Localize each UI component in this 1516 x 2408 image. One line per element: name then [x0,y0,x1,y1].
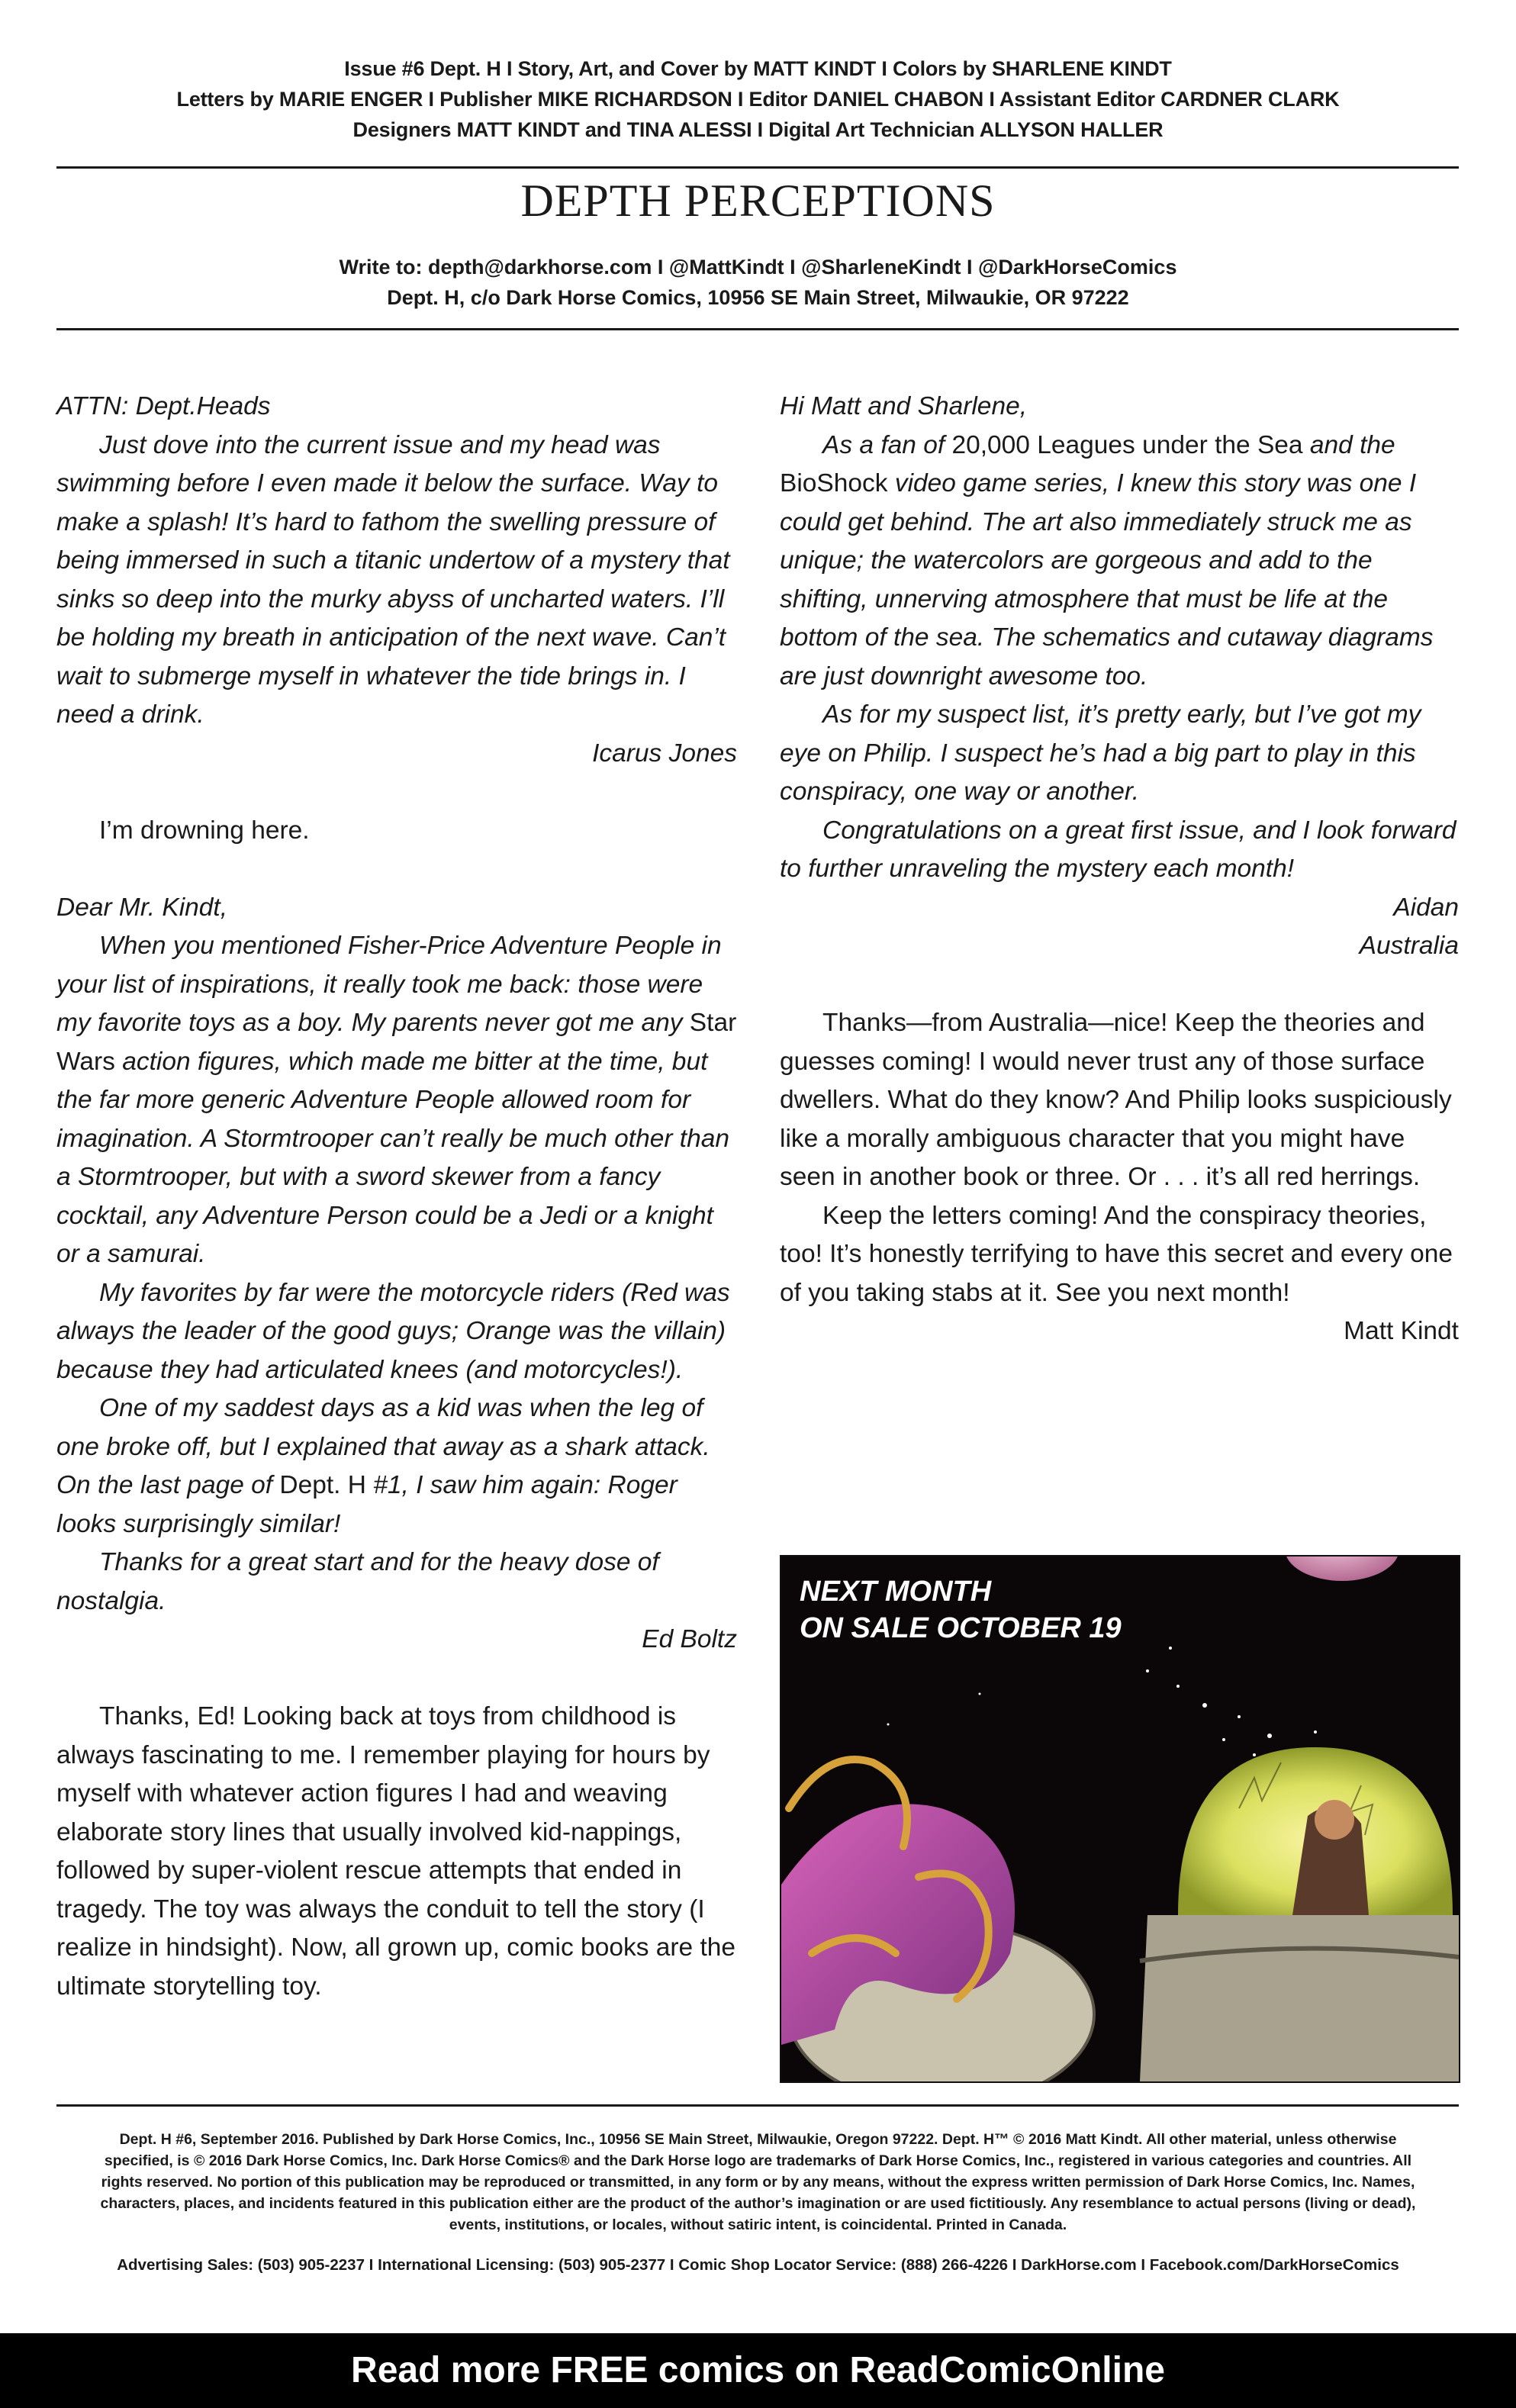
letter-paragraph: When you mentioned Fisher-Price Adventure People in your list of inspirations, it really took me back: those were my favorite toys as a boy. My parents never got me any Star Wars action figures, which made me bitter at the time, but the far more generic Adventure People allowed room for imagination. A Stormtrooper can’t really be much other than a Stormtrooper, but with a sword skewer from a fancy cocktail, any Adventure Person could be a Jedi or a knight or a samurai. [56,932,737,1268]
letter-location: Australia [1359,932,1459,960]
contact-footer: Advertising Sales: (503) 905-2237 I International Licensing: (503) 905-2377 I Comic Shop Locator Service: (888) 266-4226 I DarkHorse.com I Facebook.com/DarkHorseComics [117,2256,1399,2274]
promo-line-2: ON SALE OCTOBER 19 [800,1612,1122,1644]
letter-greeting: Dear Mr. Kindt, [56,893,228,922]
credits-line-1: Issue #6 Dept. H I Story, Art, and Cover by MATT KINDT I Colors by SHARLENE KINDT [344,57,1172,80]
letter-paragraph: Congratulations on a great first issue, and I look forward to further unraveling the mystery each month! [780,816,1456,883]
editor-reply: I’m drowning here. [99,816,310,845]
credits-line-3: Designers MATT KINDT and TINA ALESSI I Digital Art Technician ALLYSON HALLER [352,118,1164,141]
letters-column-left [56,388,737,2006]
next-month-promo [780,1555,1460,2083]
letter-paragraph: One of my saddest days as a kid was when the leg of one broke off, but I explained that away as a shark attack. On the last page of Dept. H #1, I saw him again: Roger looks surprisingly similar! [56,1394,710,1538]
letter-signature: Icarus Jones [592,739,737,768]
promo-banner[interactable]: Read more FREE comics on ReadComicOnline [0,2333,1516,2408]
letter-paragraph: As for my suspect list, it’s pretty early, but I’ve got my eye on Philip. I suspect he’s had a big part to play in this conspiracy, one way or another. [780,700,1421,806]
promo-line-1: NEXT MONTH [800,1576,992,1608]
divider-footer [56,2104,1459,2107]
divider-top [56,166,1459,169]
letter-signature: Ed Boltz [642,1625,737,1653]
letter-body: Just dove into the current issue and my head was swimming before I even made it below the surface. Way to make a splash! It’s hard to fathom the swelling pressure of being immersed in such a titanic undertow of a mystery that sinks so deep into the murky abyss of uncharted waters. I’ll be holding my breath in anticipation of the next wave. Can’t wait to submerge myself in whatever the tide brings in. I need a drink. [56,430,730,729]
letter-paragraph: My favorites by far were the motorcycle riders (Red was always the leader of the good guys; Orange was the villain) because they had articulated knees (and motorcycles!). [56,1278,730,1384]
editor-signature: Matt Kindt [1344,1317,1459,1345]
legal-notice: Dept. H #6, September 2016. Published by Dark Horse Comics, Inc., 10956 SE Main Street, Milwaukie, Oregon 97222. Dept. H™ © 2016 Matt Kindt. All other material, unless otherwise specified, is © 2016 Dark Horse Comics, Inc. Dark Horse Comics® and the Dark Horse logo are trademarks of Dark Horse Comics, Inc., registered in various categories and countries. All rights reserved. No portion of this publication may be reproduced or transmitted, in any form or by any means, without the express written permission of Dark Horse Comics, Inc. Names, characters, places, and incidents featured in this publication either are the product of the author’s imagination or are used fictitiously. Any resemblance to actual persons (living or dead), events, institutions, or locales, without satiric intent, is coincidental. Printed in Canada. [100,2131,1416,2233]
promo-text [800,1573,1122,1647]
credits-line-2: Letters by MARIE ENGER I Publisher MIKE RICHARDSON I Editor DANIEL CHABON I Assistant Editor CARDNER CLARK [176,88,1340,111]
credits-block [0,53,1516,145]
letter-paragraph: As a fan of 20,000 Leagues under the Sea and the BioShock video game series, I knew this story was one I could get behind. The art also immediately struck me as unique; the watercolors are gorgeous and add to the shifting, unnerving atmosphere that must be life at the bottom of the sea. The schematics and cutaway diagrams are just downright awesome too. [780,430,1434,691]
letter-greeting: Hi Matt and Sharlene, [780,392,1028,420]
letter-paragraph: Thanks for a great start and for the heavy dose of nostalgia. [56,1548,659,1615]
contact-line-2: Dept. H, c/o Dark Horse Comics, 10956 SE Main Street, Milwaukie, OR 97222 [387,286,1129,309]
letters-column-right [780,388,1459,1351]
editor-reply: Thanks—from Australia—nice! Keep the theories and guesses coming! I would never trust any of those surface dwellers. What do they know? And Philip looks suspiciously like a morally ambiguous character that you might have seen in another book or three. Or . . . it’s all red herrings. [780,1009,1452,1191]
divider-header-bottom [56,328,1459,330]
editor-reply: Thanks, Ed! Looking back at toys from childhood is always fascinating to me. I remember playing for hours by myself with whatever action figures I had and weaving elaborate story lines that usually involved kid-nappings, followed by super-violent rescue attempts that ended in tragedy. The toy was always the conduit to tell the story (I realize in hindsight). Now, all grown up, comic books are the ultimate storytelling toy. [56,1702,736,2001]
letter-signature: Aidan [1393,893,1459,922]
contact-line-1: Write to: depth@darkhorse.com I @MattKindt I @SharleneKindt I @DarkHorseComics [339,256,1177,278]
page-title: DEPTH PERCEPTIONS [520,175,996,226]
letter-greeting: ATTN: Dept.Heads [56,392,271,420]
contact-block [0,252,1516,313]
editor-reply: Keep the letters coming! And the conspiracy theories, too! It’s honestly terrifying to have this secret and every one of you taking stabs at it. See you next month! [780,1201,1453,1307]
